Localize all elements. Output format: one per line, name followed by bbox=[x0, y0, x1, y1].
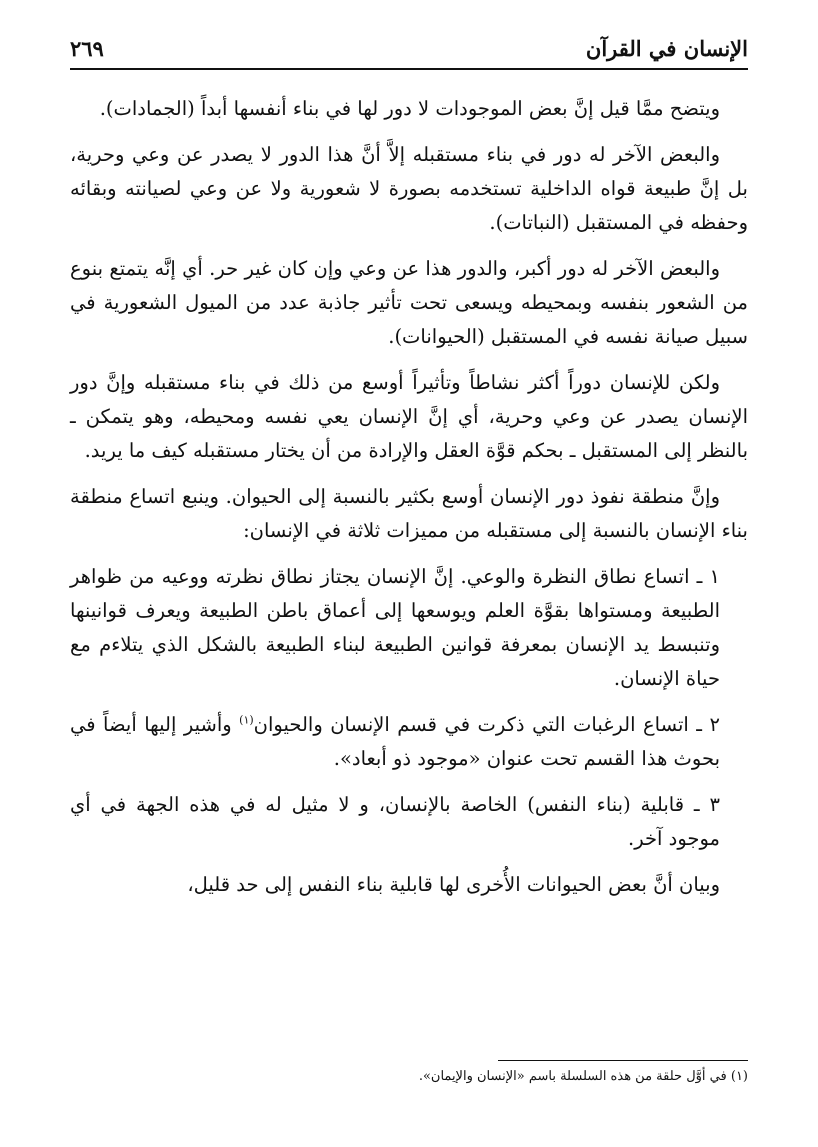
footnote bbox=[70, 1066, 748, 1088]
body-text bbox=[70, 92, 748, 914]
paragraph: ولكن للإنسان دوراً أكثر نشاطاً وتأثيراً أوسع من ذلك في بناء مستقبله وإنَّ دور الإنسان يصدر عن وعي وحرية، أي إنَّ الإنسان يعي نفسه ومحيطه، وهو يتمكن ـ بالنظر إلى المستقبل ـ بحكم قوَّة العقل والإرادة من أن يختار مستقبله كيف ما يريد. bbox=[70, 371, 748, 462]
list-item bbox=[70, 560, 748, 696]
page-header bbox=[70, 30, 748, 66]
paragraph: وبيان أنَّ بعض الحيوانات الأُخرى لها قابلية بناء النفس إلى حد قليل، bbox=[187, 873, 720, 896]
paragraph: والبعض الآخر له دور في بناء مستقبله إلاَّ أنَّ هذا الدور لا يصدر عن وعي وحرية، بل إنَّ طبيعة قواه الداخلية تستخدمه بصورة لا شعورية ولا عن وعي لصيانته وبقائه وحفظه في المستقبل (النباتات). bbox=[70, 143, 748, 234]
header-rule bbox=[70, 68, 748, 70]
footnote-rule bbox=[498, 1060, 748, 1061]
paragraph: وإنَّ منطقة نفوذ دور الإنسان أوسع بكثير بالنسبة إلى الحيوان. وينبع اتساع منطقة بناء الإنسان بالنسبة إلى مستقبله من مميزات ثلاثة في الإنسان: bbox=[70, 485, 748, 542]
list-item bbox=[70, 788, 748, 856]
list-item-number: ٢ bbox=[709, 713, 720, 736]
footnote-reference[interactable]: (١) bbox=[239, 713, 254, 727]
page-number: ٢٦٩ bbox=[70, 35, 104, 61]
running-title: الإنسان في القرآن bbox=[585, 35, 748, 61]
list-item-text: ـ قابلية (بناء النفس) الخاصة بالإنسان، و لا مثيل له في هذه الجهة في أي موجود آخر. bbox=[70, 793, 720, 850]
paragraph: ويتضح ممَّا قيل إنَّ بعض الموجودات لا دور لها في بناء أنفسها أبداً (الجمادات). bbox=[99, 97, 720, 120]
list-item-text: ـ اتساع الرغبات التي ذكرت في قسم الإنسان والحيوان bbox=[253, 713, 703, 736]
footnote-mark: (١) bbox=[730, 1069, 748, 1084]
list-item-text-continued: وأشير إليها أيضاً في بحوث هذا القسم تحت عنوان «موجود ذو أبعاد». bbox=[70, 713, 720, 770]
list-item-number: ٣ bbox=[709, 793, 720, 816]
list-item bbox=[70, 708, 748, 776]
paragraph: والبعض الآخر له دور أكبر، والدور هذا عن وعي وإن كان غير حر. أي إنَّه يتمتع بنوع من الشعور بنفسه وبمحيطه ويسعى تحت تأثير جاذبة عدد من الميول الشعورية في سبيل صيانة نفسه في المستقبل (الحيوانات). bbox=[70, 257, 748, 348]
list-item-number: ١ bbox=[709, 565, 720, 588]
footnote-text: في أوَّل حلقة من هذه السلسلة باسم «الإنسان والإيمان». bbox=[418, 1069, 727, 1084]
list-item-text: ـ اتساع نطاق النظرة والوعي. إنَّ الإنسان يجتاز نطاق نظرته ووعيه من ظواهر الطبيعة ومستواها بقوَّة العلم ويوسعها إلى أعماق باطن الطبيعة ويعرف قوانينها وتنبسط يد الإنسان بمعرفة قوانين الطبيعة لبناء الطبيعة بالشكل الذي يتلاءم مع حياة الإنسان. bbox=[70, 565, 720, 690]
